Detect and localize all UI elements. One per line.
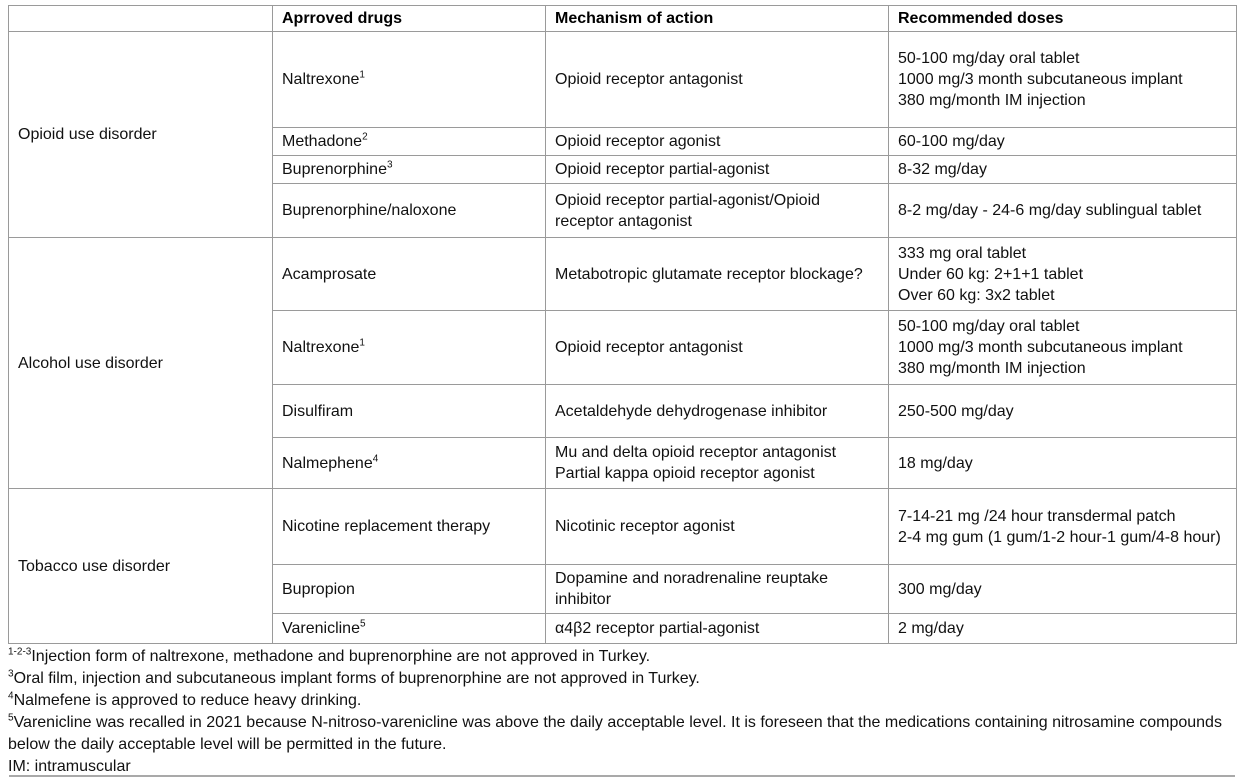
mechanism-line: Dopamine and noradrenaline reuptake inhibitor (555, 570, 829, 608)
footnote-text: Nalmefene is approved to reduce heavy drinking. (13, 692, 362, 709)
drug-name: Disulfiram (282, 402, 354, 420)
mechanism-line: Opioid receptor partial-agonist/Opioid receptor antagonist (555, 191, 821, 230)
drug-name: Nicotine replacement therapy (282, 518, 491, 535)
mechanism-cell (546, 565, 889, 614)
footnote-marker: 2 (362, 131, 368, 143)
dose-line: 380 mg/month IM injection (898, 92, 1086, 109)
drug-cell (273, 565, 546, 614)
footnote (8, 668, 1241, 690)
column-header-approved-drugs: Aprroved drugs (273, 6, 546, 32)
dose-line: 18 mg/day (898, 454, 973, 472)
footnote-marker: 1-2-3 (8, 646, 32, 658)
footnote-marker: 4 (8, 690, 14, 702)
mechanism-cell (546, 184, 889, 238)
mechanism-cell (546, 489, 889, 565)
table-row (9, 489, 1237, 565)
footnote (8, 690, 1241, 712)
dose-line: 8-32 mg/day (898, 161, 987, 178)
mechanism-line: Acetaldehyde dehydrogenase inhibitor (555, 402, 828, 420)
dose-line: 50-100 mg/day oral tablet (898, 50, 1080, 67)
mechanism-cell (546, 238, 889, 311)
footnote-text: Varenicline was recalled in 2021 because N-nitroso-varenicline was above the daily acceptable level. It is foreseen that the medications containing nitrosamine compounds below the daily acceptable level will be permitted in the future. (8, 714, 1222, 753)
doses-cell (889, 385, 1237, 438)
disorder-cell: Opioid use disorder (9, 32, 273, 238)
drug-name: Methadone (282, 133, 363, 150)
mechanism-line: Opioid receptor partial-agonist (555, 161, 770, 178)
mechanism-line: Opioid receptor antagonist (555, 71, 743, 88)
mechanism-line: Opioid receptor agonist (555, 133, 721, 150)
drug-cell (273, 32, 546, 128)
column-header-mechanism: Mechanism of action (546, 6, 889, 32)
footnote (8, 712, 1241, 756)
dose-line: Over 60 kg: 3x2 tablet (898, 286, 1055, 304)
drug-name: Nalmephene (282, 454, 373, 472)
dose-line: 1000 mg/3 month subcutaneous implant (898, 339, 1183, 356)
drug-cell (273, 489, 546, 565)
disorder-cell: Alcohol use disorder (9, 238, 273, 489)
footnote (8, 646, 1241, 668)
dose-line: 2 mg/day (898, 620, 964, 637)
mechanism-cell (546, 128, 889, 156)
dose-line: Under 60 kg: 2+1+1 tablet (898, 265, 1084, 283)
drug-cell (273, 385, 546, 438)
mechanism-line: Nicotinic receptor agonist (555, 518, 735, 535)
mechanism-line: Opioid receptor antagonist (555, 339, 743, 356)
mechanism-cell (546, 156, 889, 184)
drug-cell (273, 184, 546, 238)
mechanism-line: α4β2 receptor partial-agonist (555, 620, 760, 637)
doses-cell (889, 184, 1237, 238)
drug-cell (273, 156, 546, 184)
dose-line: 380 mg/month IM injection (898, 360, 1086, 377)
bottom-rule (9, 775, 1235, 777)
drug-name: Naltrexone (282, 71, 360, 88)
mechanism-cell (546, 385, 889, 438)
table-row (9, 32, 1237, 128)
mechanism-cell (546, 438, 889, 489)
mechanism-line: Partial kappa opioid receptor agonist (555, 465, 815, 482)
dose-line: 7-14-21 mg /24 hour transdermal patch (898, 507, 1176, 525)
table-row (9, 238, 1237, 311)
doses-cell (889, 614, 1237, 644)
drug-table (8, 5, 1237, 644)
dose-line: 1000 mg/3 month subcutaneous implant (898, 71, 1183, 88)
mechanism-line: Metabotropic glutamate receptor blockage? (555, 265, 863, 283)
footnote-marker: 1 (359, 69, 365, 81)
column-header-doses: Recommended doses (889, 6, 1237, 32)
doses-cell (889, 128, 1237, 156)
doses-cell (889, 238, 1237, 311)
drug-name: Varenicline (282, 620, 360, 637)
dose-line: 300 mg/day (898, 580, 982, 598)
mechanism-cell (546, 32, 889, 128)
doses-cell (889, 32, 1237, 128)
dose-line: 333 mg oral tablet (898, 244, 1027, 262)
mechanism-cell (546, 311, 889, 385)
doses-cell (889, 438, 1237, 489)
table-body (9, 32, 1237, 644)
dose-line: 2-4 mg gum (1 gum/1-2 hour-1 gum/4-8 hour) (898, 528, 1221, 546)
drug-cell (273, 311, 546, 385)
doses-cell (889, 565, 1237, 614)
disorder-cell: Tobacco use disorder (9, 489, 273, 644)
footnote-marker: 1 (359, 337, 365, 349)
footnote-marker: 5 (8, 712, 14, 724)
footnote-marker: 5 (359, 618, 366, 630)
drug-name: Acamprosate (282, 265, 377, 283)
doses-cell (889, 311, 1237, 385)
footnote-text: Injection form of naltrexone, methadone and buprenorphine are not approved in Turkey. (31, 648, 651, 665)
drug-name: Naltrexone (282, 339, 360, 356)
footnote-text: Oral film, injection and subcutaneous implant forms of buprenorphine are not approved in Turkey. (13, 670, 700, 687)
doses-cell (889, 156, 1237, 184)
header-row (9, 6, 1237, 32)
doses-cell (889, 489, 1237, 565)
drug-cell (273, 438, 546, 489)
footnote-marker: 4 (372, 453, 379, 465)
drug-name: Buprenorphine (282, 161, 387, 178)
mechanism-cell (546, 614, 889, 644)
dose-line: 250-500 mg/day (898, 402, 1014, 420)
dose-line: 8-2 mg/day - 24-6 mg/day sublingual tablet (898, 202, 1202, 219)
drug-cell (273, 238, 546, 311)
drug-cell (273, 614, 546, 644)
drug-name: Buprenorphine/naloxone (282, 202, 457, 219)
dose-line: 50-100 mg/day oral tablet (898, 318, 1080, 335)
footnotes (8, 646, 1241, 778)
footnote-text: IM: intramuscular (8, 758, 131, 775)
dose-line: 60-100 mg/day (898, 133, 1005, 150)
drug-name: Bupropion (282, 580, 355, 598)
footnote-marker: 3 (8, 668, 14, 680)
drug-cell (273, 128, 546, 156)
mechanism-line: Mu and delta opioid receptor antagonist (555, 444, 837, 461)
footnote-marker: 3 (386, 159, 393, 171)
column-header-disorder (9, 6, 273, 32)
